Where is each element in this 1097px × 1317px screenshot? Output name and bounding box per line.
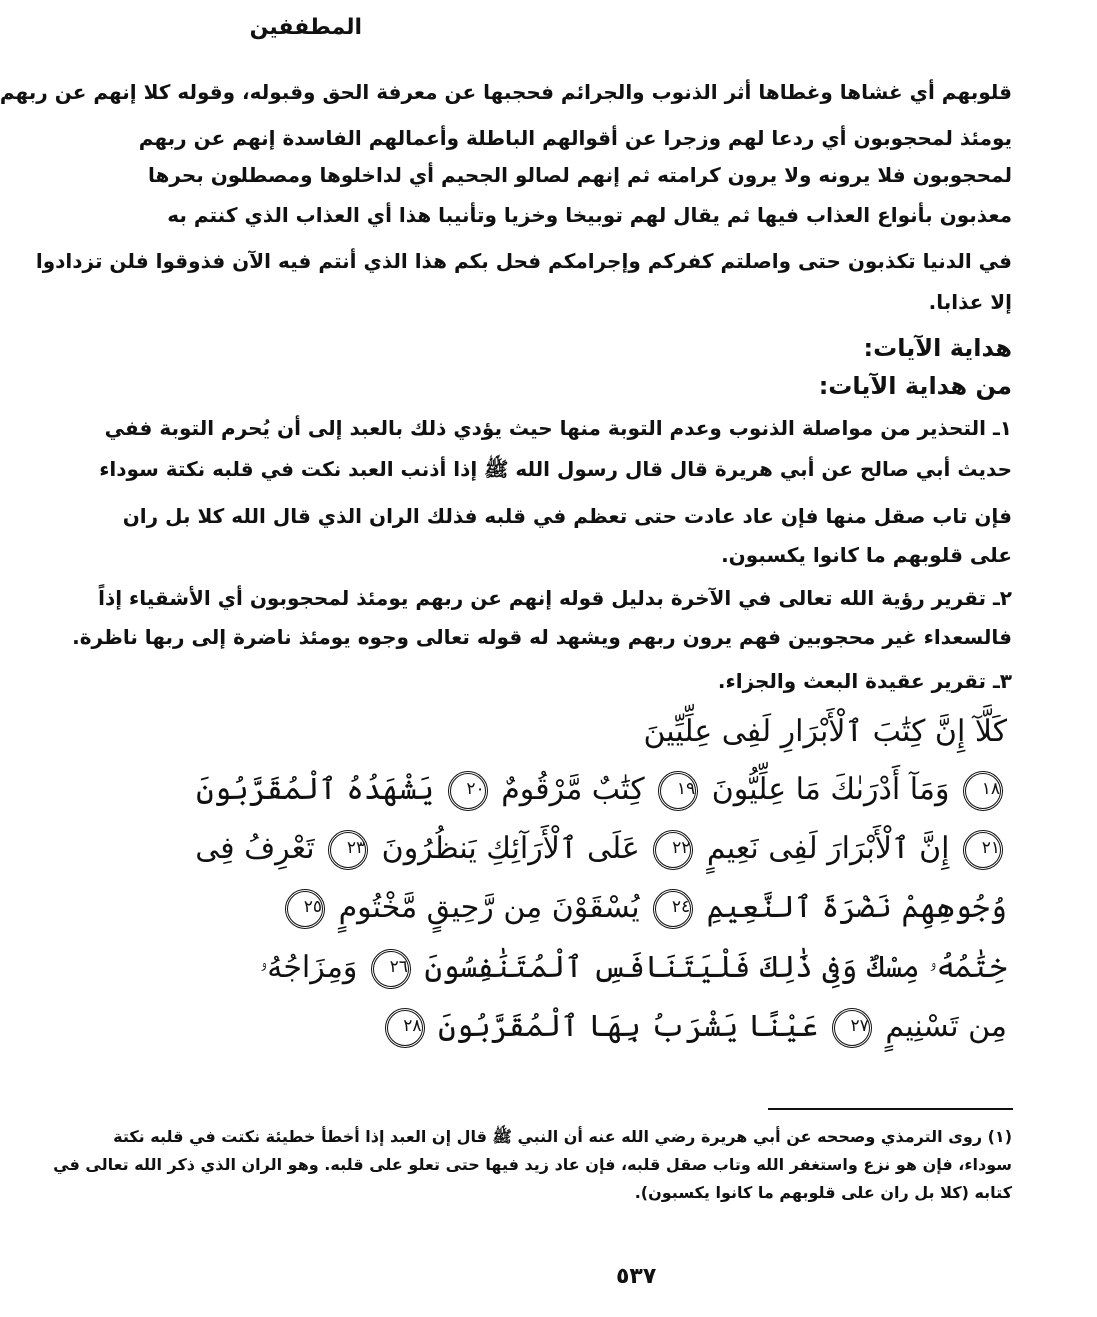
ayah-number-marker: ٢٤ <box>653 889 693 929</box>
page-header-surah-name: المطففين <box>249 15 362 40</box>
ayah-number-marker: ٢٦ <box>371 949 411 989</box>
verse-text: عَلَى ٱلْأَرَآئِكِ يَنظُرُونَ <box>381 831 640 866</box>
section-heading-hidaya: هداية الآيات: <box>863 334 1012 362</box>
verse-text: إِنَّ ٱلْأَبْرَارَ لَفِى نَعِيمٍ <box>706 831 950 866</box>
verse-line <box>283 882 1007 934</box>
tafsir-line: معذبون بأنواع العذاب فيها ثم يقال لهم توبيخا وخزيا وتأنيبا هذا أي العذاب الذي كنتم به <box>167 203 1012 227</box>
tafsir-line: إلا عذابا. <box>928 290 1012 314</box>
verse-text: يَشْهَدُهُ ٱلْمُقَرَّبُونَ <box>196 772 435 807</box>
page-number: ٥٣٧ <box>616 1264 657 1289</box>
verse-text: يُسْقَوْنَ مِن رَّحِيقٍ مَّخْتُومٍ <box>338 890 640 925</box>
tafsir-line: يومئذ لمحجوبون أي ردعا لهم وزجرا عن أقوالهم الباطلة وأعمالهم الفاسدة إنهم عن ربهم <box>138 126 1012 150</box>
lesson-line: ٣ـ تقرير عقيدة البعث والجزاء. <box>717 669 1012 693</box>
verse-text: مِن تَسْنِيمٍ <box>885 1009 1007 1044</box>
lesson-line: فالسعداء غير محجوبين فهم يرون ربهم ويشهد له قوله تعالى وجوه يومئذ ناضرة إلى ربها ناظرة. <box>72 625 1012 649</box>
footnote-line: سوداء، فإن هو نزع واستغفر الله وتاب صقل قلبه، فإن عاد زيد فيها حتى تعلو على قلبه. وهو الران الذي ذكر الله تعالى في <box>53 1155 1012 1174</box>
footnote-divider <box>768 1108 1013 1110</box>
lesson-line: حديث أبي صالح عن أبي هريرة قال قال رسول الله ﷺ إذا أذنب العبد نكت في قلبه نكتة سوداء <box>99 457 1012 481</box>
footnote-line: (١) روى الترمذي وصححه عن أبي هريرة رضي الله عنه أن النبي ﷺ قال إن العبد إذا أخطأ خطيئة نكتت في قلبه نكتة <box>113 1127 1012 1146</box>
tafsir-line: قلوبهم أي غشاها وغطاها أثر الذنوب والجرائم فحجبها عن معرفة الحق وقبوله، وقوله كلا إنهم عن ربهم <box>0 80 1012 104</box>
verse-line <box>196 764 1007 816</box>
ayah-number-marker: ٢١ <box>963 830 1003 870</box>
verse-line <box>259 942 1007 994</box>
tafsir-line: في الدنيا تكذبون حتى واصلتم كفركم وإجرامكم فحل بكم هذا الذي أنتم فيه الآن فذوقوا فلن تزدادوا <box>35 249 1012 273</box>
lesson-line: على قلوبهم ما كانوا يكسبون. <box>721 543 1012 567</box>
footnote-line: كتابه (كلا بل ران على قلوبهم ما كانوا يكسبون). <box>634 1183 1012 1202</box>
verse-text: كِتَٰبٌ مَّرْقُومٌ <box>501 772 645 807</box>
lesson-line: ٢ـ تقرير رؤية الله تعالى في الآخرة بدليل قوله إنهم عن ربهم يومئذ لمحجوبون أي الأشقياء إذاً <box>98 586 1012 610</box>
ayah-number-marker: ١٨ <box>963 771 1003 811</box>
tafsir-line: لمحجوبون فلا يرونه ولا يرون كرامته ثم إنهم لصالو الجحيم أي لداخلوها ومصطلون بحرها <box>148 163 1012 187</box>
verse-text: تَعْرِفُ فِى <box>195 831 315 866</box>
ayah-number-marker: ٢٣ <box>328 830 368 870</box>
ayah-number-marker: ٢٠ <box>448 771 488 811</box>
ayah-number-marker: ١٩ <box>658 771 698 811</box>
ayah-number-marker: ٢٢ <box>653 830 693 870</box>
ayah-number-marker: ٢٧ <box>832 1008 872 1048</box>
lesson-line: ١ـ التحذير من مواصلة الذنوب وعدم التوبة منها حيث يؤدي ذلك بالعبد إلى أن يُحرم التوبة ففي <box>104 416 1012 440</box>
verse-text: كَلَّآ إِنَّ كِتَٰبَ ٱلْأَبْرَارِ لَفِى عِلِّيِّينَ <box>643 714 1007 749</box>
verse-line <box>283 706 1007 758</box>
ayah-number-marker: ٢٨ <box>385 1008 425 1048</box>
verse-line <box>283 1001 1007 1053</box>
lesson-line: فإن تاب صقل منها فإن عاد عادت حتى تعظم في قلبه فذلك الران الذي قال الله كلا بل ران <box>122 504 1012 528</box>
verse-text: وَمِزَاجُهُۥ <box>259 950 358 985</box>
verse-text: وَمَآ أَدْرَىٰكَ مَا عِلِّيُّونَ <box>711 772 950 807</box>
verse-text: عَيْنًا يَشْرَبُ بِهَا ٱلْمُقَرَّبُونَ <box>438 1009 819 1044</box>
verse-text: وُجُوهِهِمْ نَضْرَةَ ٱلنَّعِيمِ <box>706 890 1007 925</box>
verse-text: خِتَٰمُهُۥ مِسْكٌ وَفِى ذَٰلِكَ فَلْيَتَنَافَسِ ٱلْمُتَنَٰفِسُونَ <box>424 950 1007 985</box>
verse-line <box>195 823 1007 875</box>
section-heading-min-hidaya: من هداية الآيات: <box>818 372 1012 400</box>
ayah-number-marker: ٢٥ <box>285 889 325 929</box>
